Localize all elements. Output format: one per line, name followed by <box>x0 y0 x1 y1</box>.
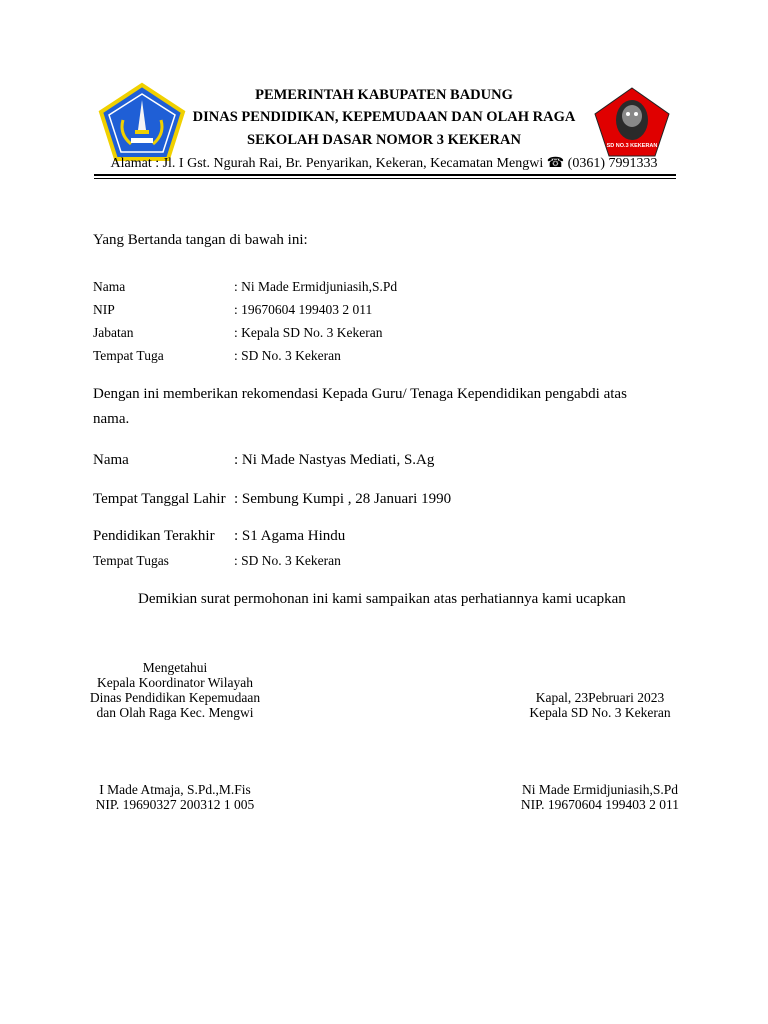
field-label-nip: NIP <box>93 302 115 317</box>
header-address: Alamat : Jl. I Gst. Ngurah Rai, Br. Penyarikan, Kekeran, Kecamatan Mengwi ☎ (0361) 7991333 <box>110 156 658 171</box>
subject-birth-label: Tempat Tanggal Lahir <box>93 491 226 507</box>
subject-work-label: Tempat Tugas <box>93 553 169 568</box>
subject-edu-value: : S1 Agama Hindu <box>234 528 346 544</box>
intro-text: Yang Bertanda tangan di bawah ini: <box>93 232 308 248</box>
recommendation-line-2: nama. <box>93 411 130 427</box>
subject-name-value: : Ni Made Nastyas Mediati, S.Ag <box>234 452 435 468</box>
field-value-nama: : Ni Made Ermidjuniasih,S.Pd <box>234 279 398 294</box>
right-sign-name: Ni Made Ermidjuniasih,S.Pd <box>522 782 678 797</box>
header-divider-thick <box>94 174 676 176</box>
subject-work-value: : SD No. 3 Kekeran <box>234 553 341 568</box>
header-divider-thin <box>94 178 676 179</box>
left-sign-l3: Dinas Pendidikan Kepemudaan <box>89 690 261 705</box>
field-value-jabatan: : Kepala SD No. 3 Kekeran <box>234 325 383 340</box>
school-logo-label: SD NO.3 KEKERAN <box>606 143 658 149</box>
recommendation-line-1: Dengan ini memberikan rekomendasi Kepada Guru/ Tenaga Kependidikan pengabdi atas <box>93 386 627 402</box>
right-sign-title: Kepala SD No. 3 Kekeran <box>529 705 671 720</box>
field-value-tempat: : SD No. 3 Kekeran <box>234 348 341 363</box>
header-line-1: PEMERINTAH KABUPATEN BADUNG <box>255 87 513 103</box>
right-sign-nip: NIP. 19670604 199403 2 011 <box>520 797 680 812</box>
left-sign-nip: NIP. 19690327 200312 1 005 <box>95 797 255 812</box>
subject-edu-label: Pendidikan Terakhir <box>93 528 215 544</box>
left-sign-name: I Made Atmaja, S.Pd.,M.Fis <box>99 782 251 797</box>
left-sign-l2: Kepala Koordinator Wilayah <box>97 675 253 690</box>
right-sign-place-date: Kapal, 23Pebruari 2023 <box>535 690 665 705</box>
left-sign-l4: dan Olah Raga Kec. Mengwi <box>96 705 254 720</box>
field-value-nip: : 19670604 199403 2 011 <box>234 302 373 317</box>
left-sign-l1: Mengetahui <box>142 660 208 675</box>
header-line-3: SEKOLAH DASAR NOMOR 3 KEKERAN <box>247 132 521 148</box>
subject-birth-value: : Sembung Kumpi , 28 Januari 1990 <box>234 491 452 507</box>
header-line-2: DINAS PENDIDIKAN, KEPEMUDAAN DAN OLAH RAGA <box>192 109 576 125</box>
field-label-nama: Nama <box>93 279 126 294</box>
field-label-jabatan: Jabatan <box>93 325 134 340</box>
closing-text: Demikian surat permohonan ini kami sampaikan atas perhatiannya kami ucapkan <box>138 591 626 607</box>
subject-name-label: Nama <box>93 452 129 468</box>
field-label-tempat: Tempat Tuga <box>93 348 164 363</box>
